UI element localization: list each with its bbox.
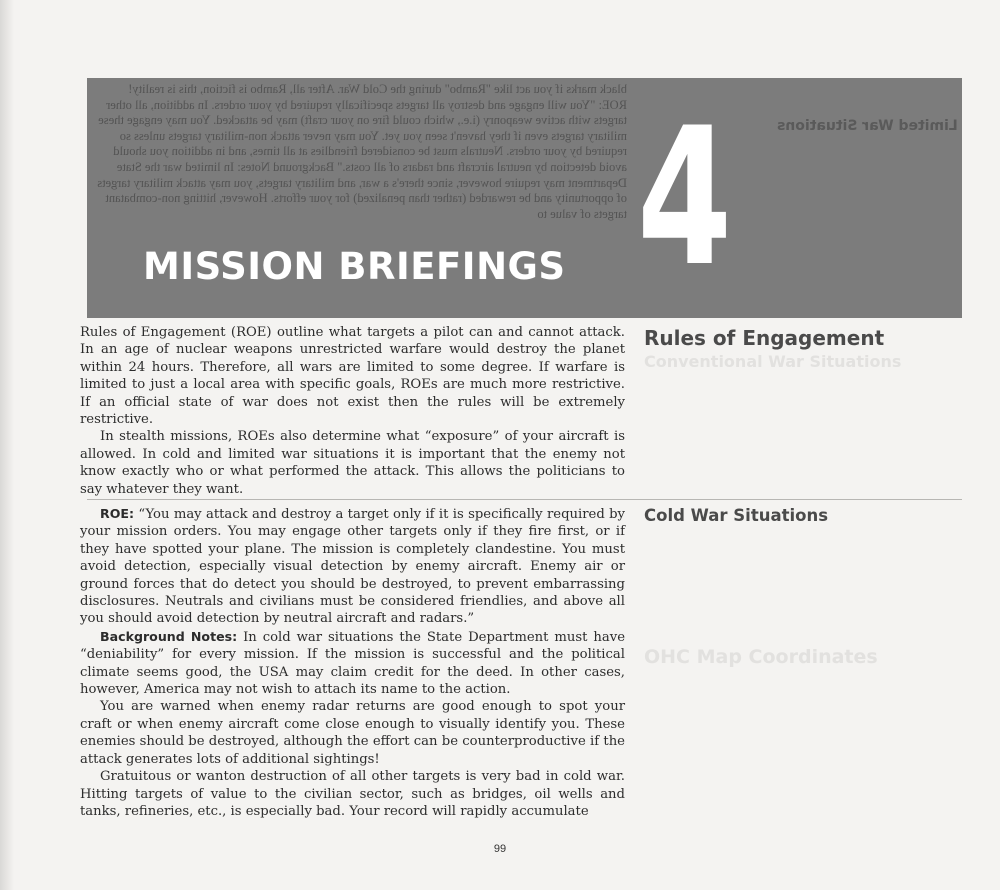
roe-intro-paragraph: Rules of Engagement (ROE) outline what targets a pilot can and cannot attack. In an age of nuclear weapons unrestricted warfare would destroy the planet within 24 hours. Therefore, all wars are limited to some degree. If warfare is limited to just a local area with specific goals, ROEs are much more restrictive. If an official state of war does not exist then the rules will be extremely restrictive. (80, 325, 625, 428)
roe-label: ROE: (100, 506, 135, 521)
rules-of-engagement-section (80, 324, 625, 498)
ghost-side-heading-upper: Conventional War Situations (644, 352, 902, 371)
cold-war-heading: Cold War Situations (644, 506, 829, 525)
chapter-number: 4 (637, 87, 733, 308)
roe-paragraph (80, 505, 625, 628)
background-notes-label: Background Notes: (100, 628, 238, 644)
chapter-title: MISSION BRIEFINGS (143, 245, 566, 288)
gratuitous-destruction-paragraph: Gratuitous or wanton destruction of all other targets is very bad in cold war. Hitting targets of value to the civilian sector, such as bridges, oil wells and tanks, refineries, etc., is especially bad. Your record will rapidly accumulate (80, 769, 625, 819)
cold-war-section (80, 505, 625, 820)
stealth-paragraph: In stealth missions, ROEs also determine what “exposure” of your aircraft is allowed. In cold and limited war situations it is important that the enemy not know exactly who or what performed the attack. This allows the politicians to say whatever they want. (80, 429, 625, 497)
rules-of-engagement-heading: Rules of Engagement (644, 326, 885, 350)
chapter-banner (87, 78, 962, 318)
section-divider (87, 499, 962, 500)
page-edge-shadow (0, 0, 14, 890)
page-number: 99 (493, 843, 507, 855)
bleed-through-text: black marks if you act like "Rambo" during the Cold War. After all, Rambo is fiction, this is reality! ROE: "You will engage and destroy all targets specifically required by your orders. In addition, all other targets with active weaponry (i.e., which could fire on your craft) may be attacked. You may engage these military targets even if they haven't seen you yet. You may never attack non-military targets unless so required by your orders. Neutrals must be considered friendlies at all times, and in addition you should avoid detection by neutral aircraft and radars of all costs." Background Notes: In limited war the State Department may require however, since there's a war, and military targets, you may attack military targets of opportunity and be rewarded (rather than penalized) for your efforts. However, hitting non-combatant targets of value to (97, 82, 627, 221)
roe-text: “You may attack and destroy a target only if it is specifically required by your mission orders. You may engage other targets only if they fire first, or if they have spotted your plane. The mission is completely clandestine. You must avoid detection, especially visual detection by enemy aircraft. Enemy air or ground forces that do detect you should be destroyed, to prevent embarrassing disclosures. Neutrals and civilians must be considered friendlies, and above all you should avoid detection by neutral aircraft and radars.” (80, 507, 625, 627)
background-notes-paragraph (80, 628, 625, 699)
background-notes-text: In cold war situations the State Department must have “deniability” for every mission. If the mission is successful and the political climate seems good, the USA may claim credit for the deed. In other cases, however, America may not wish to attach its name to the action. (80, 629, 625, 698)
radar-warning-paragraph: You are warned when enemy radar returns are good enough to spot your craft or when enemy aircraft come close enough to visually identify you. These enemies should be destroyed, although the effort can be counterproductive if the attack generates lots of additional sightings! (80, 699, 625, 767)
ghost-side-heading-lower: OHC Map Coordinates (644, 646, 878, 668)
bleed-through-side-heading: Limited War Situations (777, 118, 958, 134)
